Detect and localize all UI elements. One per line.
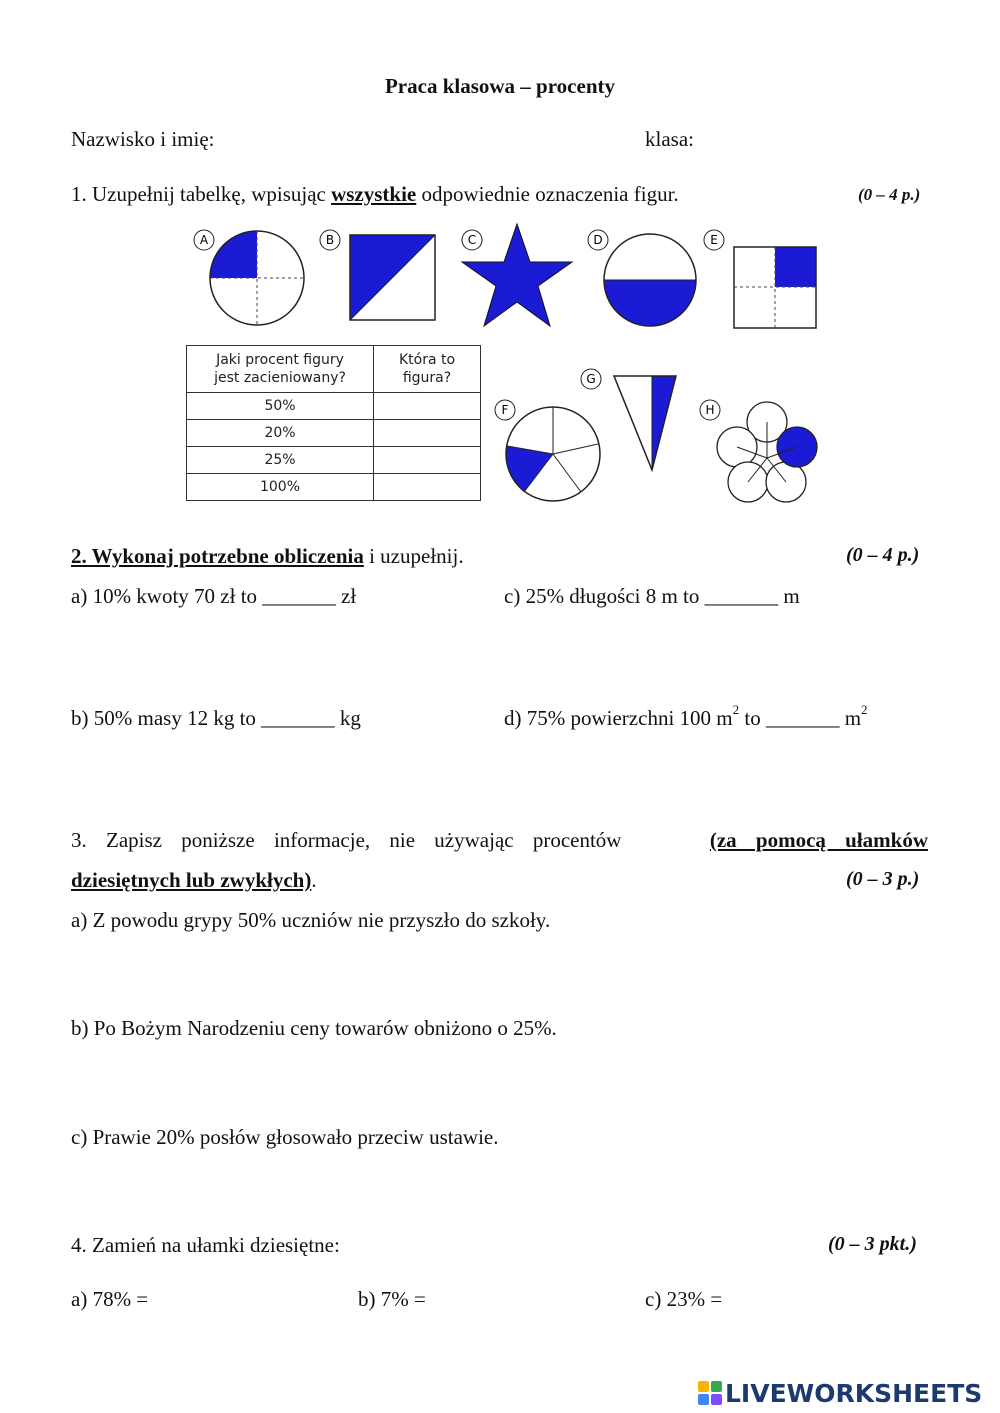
figure-g [581, 369, 676, 470]
table-cell-percent: 50% [187, 393, 374, 420]
q3-instruction-line2: dziesiętnych lub zwykłych). [71, 868, 317, 892]
name-label: Nazwisko i imię: [71, 127, 215, 151]
q1-points: (0 – 4 p.) [858, 185, 921, 204]
figure-a-label: A [199, 233, 209, 247]
figure-f-label: F [501, 403, 509, 417]
q2-item-d: d) 75% powierzchni 100 $m^2$ to _______ $m^2$ [504, 702, 868, 730]
q3-item-b: b) Po Bożym Narodzeniu ceny towarów obniżono o 25%. [71, 1016, 557, 1040]
q2-instruction: 2. Wykonaj potrzebne obliczenia i uzupełnij. [71, 544, 464, 568]
q1-instruction: 1. Uzupełnij tabelkę, wpisując wszystkie odpowiednie oznaczenia figur. [71, 182, 679, 206]
table-cell-answer[interactable] [374, 447, 481, 474]
q4-item-b: b) 7% = [358, 1287, 426, 1311]
figure-h [700, 400, 817, 502]
table-cell-percent: 100% [187, 474, 374, 501]
table-row [187, 447, 481, 474]
q2-item-c: c) 25% długości 8 m to _______ m [504, 584, 800, 608]
table-cell-answer[interactable] [374, 420, 481, 447]
q3-instruction-line1: 3. Zapisz poniższe informacje, nie używając procentów (za pomocą ułamków [71, 828, 928, 852]
figure-e [704, 230, 816, 328]
q2-item-a: a) 10% kwoty 70 zł to _______ zł [71, 584, 357, 608]
table-header-figure: Która to figura? [374, 346, 481, 393]
table-cell-percent: 20% [187, 420, 374, 447]
figure-b-label: B [325, 233, 335, 247]
q4-item-a: a) 78% = [71, 1287, 149, 1311]
liveworksheets-logo [698, 1378, 982, 1408]
figure-f [495, 400, 600, 501]
page-title: Praca klasowa – procenty [384, 74, 615, 98]
q4-instruction: 4. Zamień na ułamki dziesiętne: [71, 1233, 340, 1257]
q3-item-a: a) Z powodu grypy 50% uczniów nie przyszło do szkoły. [71, 908, 551, 932]
table-row [187, 393, 481, 420]
figure-c [462, 224, 572, 326]
q4-points: (0 – 3 pkt.) [828, 1233, 917, 1255]
figure-a [194, 230, 304, 325]
figure-h-label: H [705, 403, 715, 417]
q4-item-c: c) 23% = [645, 1287, 723, 1311]
table-row [187, 420, 481, 447]
figure-b [320, 230, 435, 320]
class-label: klasa: [645, 127, 694, 151]
table-cell-answer[interactable] [374, 474, 481, 501]
logo-mark-icon [698, 1381, 722, 1405]
table-cell-percent: 25% [187, 447, 374, 474]
q2-points: (0 – 4 p.) [846, 544, 920, 566]
logo-text: LIVEWORKSHEETS [725, 1378, 983, 1408]
table-cell-answer[interactable] [374, 393, 481, 420]
table-header-row [187, 346, 481, 393]
table-row [187, 474, 481, 501]
figure-e-label: E [710, 233, 718, 247]
table-header-percent: Jaki procent figury jest zacieniowany? [187, 346, 374, 393]
q2-item-b: b) 50% masy 12 kg to _______ kg [71, 706, 361, 730]
q3-points: (0 – 3 p.) [846, 868, 920, 890]
figure-d [588, 230, 696, 326]
figures-table [186, 345, 481, 501]
figure-c-label: C [467, 233, 477, 247]
q3-item-c: c) Prawie 20% posłów głosowało przeciw ustawie. [71, 1125, 499, 1149]
figure-g-label: G [586, 372, 596, 386]
figure-d-label: D [593, 233, 603, 247]
